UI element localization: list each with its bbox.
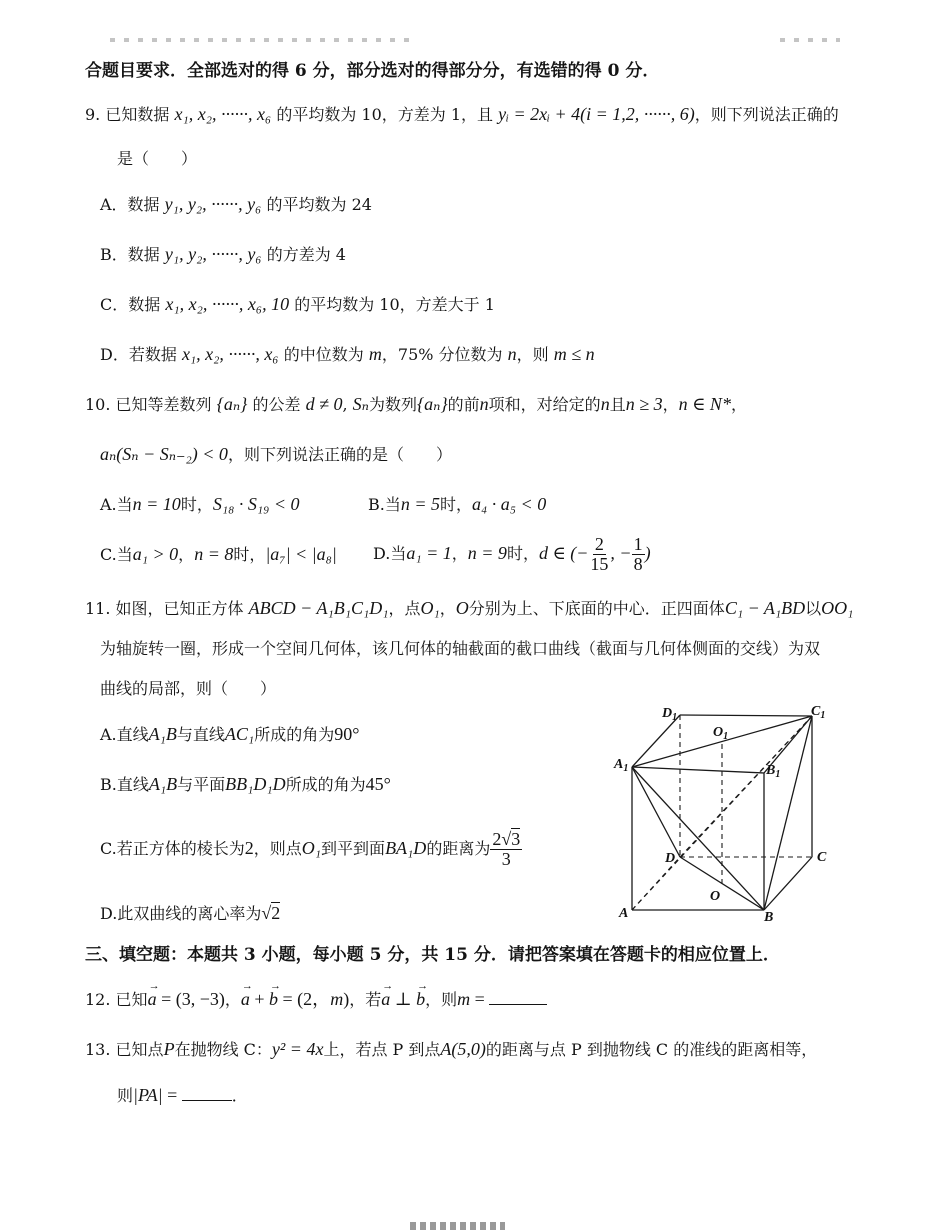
q10-stem-line2 [100, 443, 452, 466]
q13-math: |PA| [133, 1085, 163, 1105]
radicand: 2 [271, 903, 281, 923]
cut-header-remnant-left [110, 38, 410, 42]
q11-text: ， [439, 599, 456, 618]
fraction-denominator: 15 [590, 554, 609, 574]
label-D: D [665, 851, 676, 866]
option-text: ，75% 分位数为 [381, 345, 503, 364]
q13-math: y² = 4x [271, 1039, 324, 1059]
option-math: BA₁D [385, 838, 427, 858]
q12-math: ) [343, 989, 350, 1009]
hidden-edge-D-C1 [680, 716, 812, 857]
fraction-numerator: 1 [633, 534, 643, 554]
q11-text: ，点 [388, 599, 421, 618]
q10-text: 的前 [447, 395, 480, 414]
q10-text: 且 [609, 395, 626, 414]
q13-text: 的距离与点 P 到抛物线 C 的准线的距离相等， [485, 1040, 818, 1059]
option-label: D.当 [373, 544, 407, 563]
option-math: A₁B [148, 724, 177, 744]
q12-math: + [249, 989, 270, 1009]
option-math: BB₁D₁D [225, 774, 286, 794]
q13-text: 在抛物线 C： [174, 1040, 272, 1059]
q11-math: C₁ − A₁BD [724, 598, 806, 618]
option-math: n = 8 [194, 544, 234, 564]
q10-text: 项和，对给定的 [488, 395, 601, 414]
edge-A1-C1 [632, 716, 812, 767]
option-math: n = 10 [132, 494, 181, 514]
option-math: m ≤ n [553, 344, 595, 364]
fraction-numerator: 2√3 [492, 829, 521, 849]
cube-hidden-edges [632, 715, 812, 910]
q13-math: A(5,0) [440, 1039, 486, 1059]
q10-math: d ≠ 0 [305, 394, 343, 414]
q9-stem-end: 是（ ） [117, 149, 198, 168]
option-math: y₁, y₂, ······, y₆ [164, 194, 262, 214]
q9-option-c[interactable] [100, 293, 495, 316]
option-math: x₁, x₂, ······, x₆, 10 [165, 294, 290, 314]
q13-text: 上，若点 P 到点 [323, 1040, 441, 1059]
option-math: O₁ [301, 838, 322, 858]
option-math: 2 [244, 838, 254, 858]
option-math: 90° [334, 724, 360, 744]
q10-math: n [479, 394, 489, 414]
q13-stem [85, 1038, 817, 1061]
q9-text: 已知数据 [105, 105, 170, 124]
q11-text: 如图，已知正方体 [115, 599, 244, 618]
q10-text: 的公差 [252, 395, 301, 414]
vector-a: → a [241, 988, 250, 1010]
q9-stem [85, 103, 839, 126]
q11-text: 以 [805, 599, 822, 618]
label-O1: $O_1$ [713, 725, 729, 742]
option-label: A.当 [100, 495, 133, 514]
q9-option-d[interactable] [100, 343, 595, 366]
q10-option-d[interactable] [373, 533, 651, 574]
q10-number: 10. [85, 395, 111, 414]
option-text: C.若正方体的棱长为 [100, 839, 245, 858]
q11-math: O₁ [420, 598, 440, 618]
q12 [85, 988, 547, 1011]
option-text: 时， [180, 495, 213, 514]
q11-option-c[interactable] [100, 828, 522, 869]
q9-number: 9. [85, 105, 101, 124]
q13-line2 [117, 1084, 248, 1107]
option-label: B.当 [368, 495, 401, 514]
q12-math: m [457, 989, 471, 1009]
option-math: y₁, y₂, ······, y₆ [164, 244, 262, 264]
q9-text: ，则下列说法正确的 [694, 105, 839, 124]
option-text: ，则 [516, 345, 549, 364]
option-label: A.直线 [100, 725, 149, 744]
q12-math: = (3, −3) [156, 989, 225, 1009]
option-text: 所成的角为 [285, 775, 366, 794]
q12-math: m [330, 989, 344, 1009]
option-text: 与直线 [176, 725, 225, 744]
option-math: n = 5 [400, 494, 441, 514]
option-text: 与平面 [177, 775, 226, 794]
q13-math: = [162, 1085, 182, 1105]
q10-text: ，则下列说法正确的是（ ） [227, 445, 452, 464]
q10-math: aₙ(Sₙ − Sₙ₋₂) < 0 [100, 444, 228, 464]
option-text: 的平均数为 24 [266, 195, 372, 214]
q10-option-b[interactable] [368, 493, 546, 516]
vector-b: → b [416, 988, 425, 1010]
option-label: A．数据 [100, 195, 160, 214]
fraction-numerator: 2 [594, 534, 604, 554]
option-label: D．若数据 [100, 345, 177, 364]
option-math: x₁, x₂, ······, x₆ [181, 344, 279, 364]
cut-footer-remnant [410, 1222, 505, 1230]
q12-math: ⊥ [390, 989, 417, 1009]
option-text: 的平均数为 10，方差大于 1 [294, 295, 495, 314]
label-C: C [817, 850, 827, 865]
option-text: ， [451, 544, 468, 563]
option-label: C．数据 [100, 295, 161, 314]
option-math: d ∈ (− [538, 543, 589, 563]
fraction-denominator: 3 [501, 849, 511, 869]
q10-math: n [600, 394, 610, 414]
option-label: C.当 [100, 545, 133, 564]
label-B: B [764, 910, 774, 925]
fraction-denominator: 8 [633, 554, 643, 574]
section-intro: 合题目要求．全部选对的得 6 分，部分选对的得部分分，有选错的得 0 分． [85, 61, 660, 81]
q11-number: 11. [85, 599, 111, 618]
q10-math: {aₙ} [216, 394, 248, 414]
radicand: 3 [511, 829, 521, 849]
q10-math: n ≥ 3 [625, 394, 663, 414]
q11-math: OO₁ [821, 598, 854, 618]
q11-text: 分别为上、下底面的中心．正四面体 [468, 599, 725, 618]
option-text: 到平到面 [321, 839, 386, 858]
coefficient: 2 [492, 829, 502, 849]
q11-math: O [455, 598, 469, 618]
q12-number: 12. [85, 990, 111, 1009]
option-text: 时， [233, 545, 266, 564]
q13-text: 已知点 [115, 1040, 164, 1059]
sqrt-expression: √2 [261, 903, 281, 923]
q13-text: ． [231, 1086, 248, 1105]
option-text: 的距离为 [426, 839, 491, 858]
q11-option-a[interactable] [100, 723, 359, 746]
q13-number: 13. [85, 1040, 111, 1059]
option-math: n [507, 344, 517, 364]
option-text: 时， [506, 544, 539, 563]
q9-formula: yᵢ = 2xᵢ + 4(i = 1,2, ······, 6) [498, 104, 695, 124]
option-text: 的中位数为 [283, 345, 364, 364]
q12-text: ，若 [349, 990, 382, 1009]
q11-stem-line2: 为轴旋转一圈，形成一个空间几何体，该几何体的轴截面的截口曲线（截面与几何体侧面的交线）为双 [100, 639, 821, 658]
q13-answer-blank[interactable] [182, 1084, 232, 1101]
option-math: |a₇| < |a₈| [265, 544, 337, 564]
label-D1: $D_1$ [662, 706, 678, 723]
option-math: a₁ = 1 [406, 543, 452, 563]
q11-math: ABCD − A₁B₁C₁D₁ [248, 598, 389, 618]
q9-option-a[interactable] [100, 193, 372, 216]
option-text: 所成的角为 [254, 725, 335, 744]
option-math: ) [644, 543, 651, 563]
q10-text: ， [662, 395, 679, 414]
option-label: B.直线 [100, 775, 149, 794]
option-math: m [368, 344, 382, 364]
option-math: 45° [365, 774, 391, 794]
q13-math: P [163, 1039, 175, 1059]
q9-option-b[interactable] [100, 243, 346, 266]
option-math: S₁₈ · S₁₉ < 0 [212, 494, 300, 514]
q12-text: ，则 [425, 990, 458, 1009]
q10-stem [85, 393, 747, 416]
vector-a: → a [148, 988, 157, 1010]
q10-option-a[interactable] [100, 493, 300, 516]
vector-b: → b [269, 988, 278, 1010]
option-label: B．数据 [100, 245, 160, 264]
q11-stem [85, 597, 853, 620]
q11-option-b[interactable] [100, 773, 391, 796]
q10-text: 已知等差数列 [115, 395, 212, 414]
option-math: a₁ > 0 [132, 544, 179, 564]
cut-header-remnant-right [780, 38, 840, 42]
edge-D1-C1 [680, 715, 812, 716]
q10-math: Sₙ [352, 394, 369, 414]
q12-text: 已知 [115, 990, 148, 1009]
section3-heading: 三、填空题：本题共 3 小题，每小题 5 分，共 15 分．请把答案填在答题卡的相应位置上． [85, 945, 780, 965]
option-math: AC₁ [224, 724, 255, 744]
option-text: D.此双曲线的离心率为 [100, 904, 262, 923]
q10-text: ， [730, 395, 747, 414]
option-math: n = 9 [467, 543, 507, 563]
q10-text: , [342, 395, 348, 414]
q10-math: n ∈ N* [678, 394, 731, 414]
fraction [588, 535, 610, 574]
option-math: A₁B [148, 774, 178, 794]
option-text: ， [178, 545, 195, 564]
q10-math: {aₙ} [416, 394, 448, 414]
q12-answer-blank[interactable] [489, 988, 547, 1005]
q12-math: = (2， [278, 989, 331, 1009]
option-text: 时， [440, 495, 473, 514]
cube-figure [600, 700, 840, 930]
fraction [632, 535, 645, 574]
q12-text: ， [224, 990, 241, 1009]
label-B1: $B_1$ [766, 763, 781, 780]
fraction [490, 830, 522, 869]
label-A1: $A_1$ [614, 757, 629, 774]
q10-text: 为数列 [368, 395, 417, 414]
option-text: 的方差为 4 [266, 245, 346, 264]
q10-option-c[interactable] [100, 543, 337, 566]
vector-a: → a [381, 988, 390, 1010]
q11-stem-line3: 曲线的局部，则（ ） [100, 679, 277, 698]
option-text: ，则点 [253, 839, 302, 858]
label-A: A [619, 906, 629, 921]
edge-A1-B1 [632, 767, 764, 773]
label-O: O [710, 889, 721, 904]
q13-text: 则 [117, 1086, 134, 1105]
option-math: , − [610, 543, 632, 563]
option-math: a₄ · a₅ < 0 [472, 494, 547, 514]
q9-x-data: x₁, x₂, ······, x₆ [174, 104, 272, 124]
label-C1: $C_1$ [811, 704, 826, 721]
q11-option-d[interactable] [100, 902, 280, 925]
q12-math: = [470, 989, 490, 1009]
q9-text: 的平均数为 10，方差为 1，且 [276, 105, 494, 124]
